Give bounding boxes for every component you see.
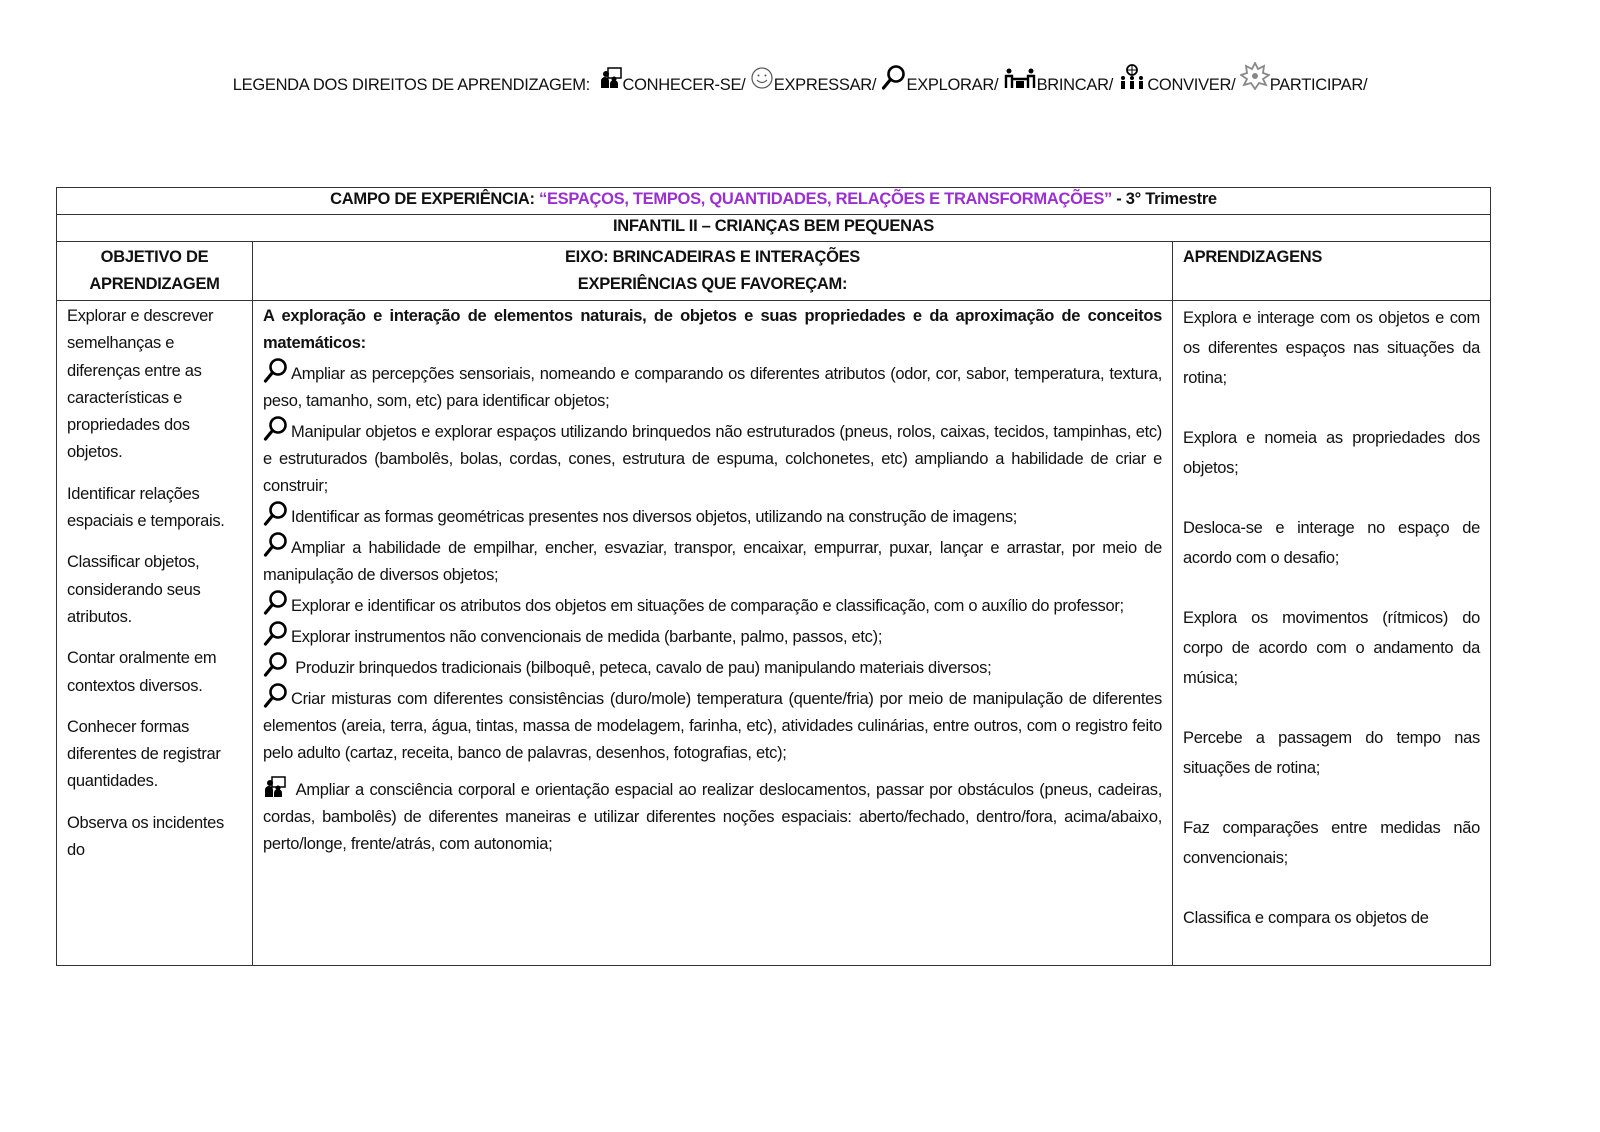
experience-item — [263, 651, 1162, 682]
legend-item-conhecer-se — [594, 66, 745, 95]
magnifier-icon — [263, 357, 289, 383]
magnifier-icon — [263, 651, 289, 677]
experience-text: Criar misturas com diferentes consistências (duro/mole) temperatura (quente/fria) por meio de manipulação de diferentes elementos (areia, terra, água, tintas, massa de modelagem, farinha, etc), atividades culinárias, entre outros, com o registro feito pelo adulto (cartaz, receita, banco de palavras, desenhos, fotografias, etc); — [263, 690, 1162, 762]
experiences-cell — [253, 301, 1173, 966]
col-header-aprendizagens: APRENDIZAGENS — [1173, 242, 1491, 301]
magnifier-icon — [263, 415, 289, 441]
legend-item-label: BRINCAR/ — [1036, 76, 1114, 94]
experience-text: Ampliar a habilidade de empilhar, encher, esvaziar, transpor, encaixar, empurrar, puxar, lançar e arrastar, por meio de manipulação de diversos objetos; — [263, 539, 1162, 584]
learning-item: Explora os movimentos (rítmicos) do corpo de acordo com o andamento da música; — [1183, 609, 1480, 687]
burst-people-icon — [1240, 62, 1270, 95]
person-board-icon — [263, 775, 289, 801]
experience-item — [263, 775, 1162, 858]
learning-item: Classifica e compara os objetos de — [1183, 909, 1429, 927]
objective-item: Identificar relações espaciais e temporais. — [67, 484, 225, 531]
learning-item: Faz comparações entre medidas não convencionais; — [1183, 819, 1480, 867]
magnifier-icon — [263, 682, 289, 708]
experiencias-label: EXPERIÊNCIAS QUE FAVOREÇAM: — [577, 275, 848, 293]
children-playing-icon — [1003, 66, 1037, 95]
experiences-intro: A exploração e interação de elementos naturais, de objetos e suas propriedades e da aproximação de conceitos matemáticos: — [263, 307, 1162, 352]
learning-item: Explora e interage com os objetos e com os diferentes espaços nas situações da rotina; — [1183, 309, 1480, 387]
smiley-icon — [750, 66, 774, 95]
legend-item-brincar — [998, 66, 1113, 95]
legend-item-label: PARTICIPAR/ — [1269, 76, 1368, 94]
objective-item: Observa os incidentes do — [67, 813, 224, 860]
people-globe-icon — [1117, 64, 1147, 95]
objective-item: Conhecer formas diferentes de registrar quantidades. — [67, 717, 221, 791]
person-board-icon — [599, 66, 623, 95]
experience-item — [263, 620, 1162, 651]
experience-item — [263, 589, 1162, 620]
magnifier-icon — [881, 64, 907, 95]
table-title — [57, 188, 1491, 215]
legend-item-label: EXPLORAR/ — [906, 76, 999, 94]
objectives-cell — [57, 301, 253, 966]
eixo-label: EIXO: BRINCADEIRAS E INTERAÇÕES — [564, 248, 861, 266]
objective-item: Explorar e descrever semelhanças e diferenças entre as características e propriedades dos objetos. — [67, 307, 214, 462]
title-suffix: - 3° Trimestre — [1112, 190, 1217, 208]
legend-item-participar — [1235, 62, 1367, 95]
objective-item: Classificar objetos, considerando seus atributos. — [67, 553, 201, 626]
legend-label: LEGENDA DOS DIREITOS DE APRENDIZAGEM: — [232, 76, 590, 94]
table-subtitle: INFANTIL II – CRIANÇAS BEM PEQUENAS — [57, 215, 1491, 242]
magnifier-icon — [263, 531, 289, 557]
experience-item — [263, 415, 1162, 500]
legend-item-expressar — [745, 66, 876, 95]
experience-item — [263, 357, 1162, 415]
magnifier-icon — [263, 500, 289, 526]
title-prefix: CAMPO DE EXPERIÊNCIA: — [330, 190, 540, 208]
experience-text: Ampliar as percepções sensoriais, nomeando e comparando os diferentes atributos (odor, cor, sabor, temperatura, textura, peso, tamanho, som, etc) para identificar objetos; — [263, 365, 1162, 410]
legend-item-label: CONVIVER/ — [1147, 76, 1236, 94]
experience-item — [263, 682, 1162, 767]
experience-item — [263, 500, 1162, 531]
experience-text: Explorar e identificar os atributos dos objetos em situações de comparação e classificação, com o auxílio do professor; — [291, 597, 1124, 615]
learning-item: Percebe a passagem do tempo nas situações de rotina; — [1183, 729, 1480, 777]
experience-text: Explorar instrumentos não convencionais de medida (barbante, palmo, passos, etc); — [291, 628, 883, 646]
learnings-cell — [1173, 301, 1491, 966]
experience-text: Produzir brinquedos tradicionais (bilboquê, peteca, cavalo de pau) manipulando materiais diversos; — [291, 659, 992, 677]
experience-text: Manipular objetos e explorar espaços utilizando brinquedos não estruturados (pneus, rolos, caixas, tecidos, tampinhas, etc) e estruturados (bambolês, bolas, cordas, cones, estrutura de espuma, colchonetes, etc) ampliando a habilidade de criar e construir; — [263, 423, 1162, 495]
col-header-objetivo: OBJETIVO DE APRENDIZAGEM — [57, 242, 253, 301]
learning-item: Explora e nomeia as propriedades dos objetos; — [1183, 429, 1480, 477]
legend-item-conviver — [1113, 64, 1235, 95]
magnifier-icon — [263, 589, 289, 615]
experience-text: Ampliar a consciência corporal e orientação espacial ao realizar deslocamentos, passar por obstáculos (pneus, cadeiras, cordas, bambolês) de diferentes maneiras e utilizar diferentes noções espaciais: aberto/fechado, dentro/fora, acima/abaixo, perto/longe, frente/atrás, com autonomia; — [263, 781, 1162, 853]
learning-item: Desloca-se e interage no espaço de acordo com o desafio; — [1183, 519, 1480, 567]
legend-item-explorar — [876, 64, 998, 95]
curriculum-table — [56, 187, 1491, 966]
title-highlight: “ESPAÇOS, TEMPOS, QUANTIDADES, RELAÇÕES E TRANSFORMAÇÕES” — [539, 190, 1112, 208]
col-header-eixo — [253, 242, 1173, 301]
legend-item-label: EXPRESSAR/ — [773, 76, 877, 94]
experience-item — [263, 531, 1162, 589]
legend-item-label: CONHECER-SE/ — [622, 76, 746, 94]
magnifier-icon — [263, 620, 289, 646]
experience-text: Identificar as formas geométricas presentes nos diversos objetos, utilizando na construção de imagens; — [291, 508, 1018, 526]
legend — [0, 62, 1600, 95]
objective-item: Contar oralmente em contextos diversos. — [67, 649, 217, 695]
